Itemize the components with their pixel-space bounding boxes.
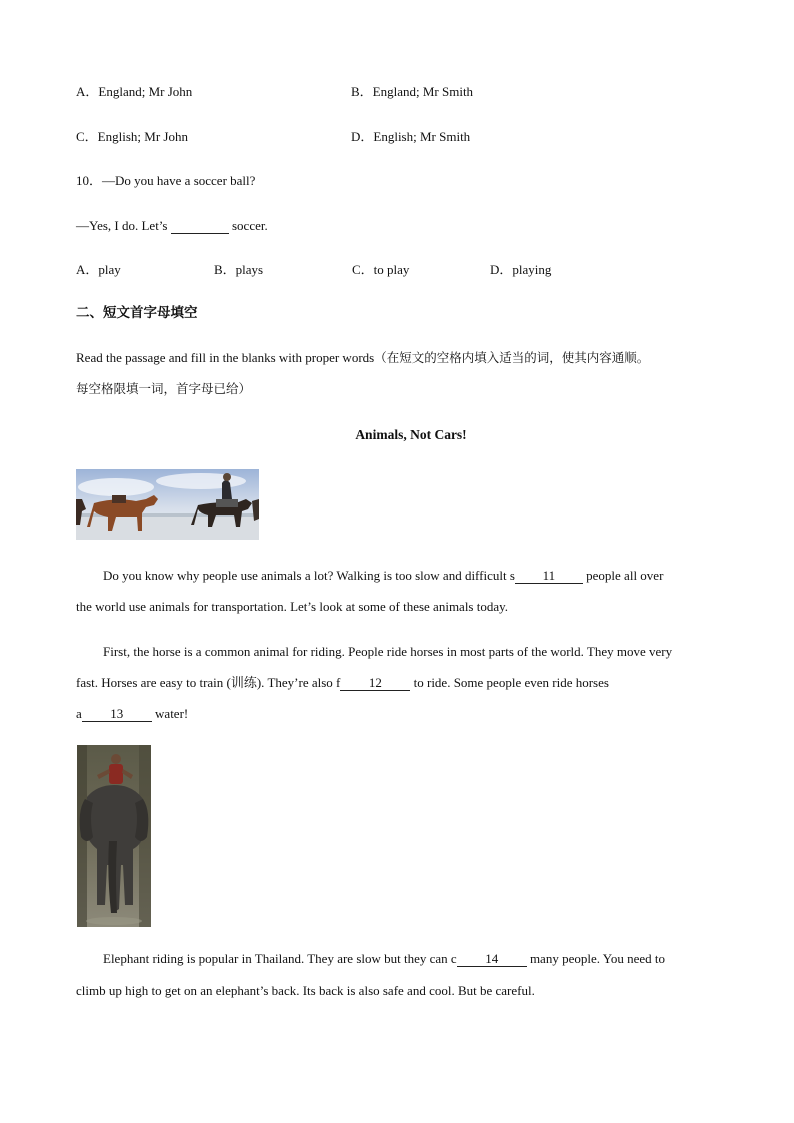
p2-line-3-after: water!	[151, 706, 189, 721]
p3-line-1-after: many people. You need to	[526, 951, 665, 966]
p2-line-2	[76, 676, 609, 691]
horses-photo	[76, 469, 259, 540]
p1-line-2: the world use animals for transportation. Let’s look at some of these animals today.	[76, 599, 509, 614]
p3-line-2: climb up high to get on an elephant’s back. Its back is also safe and cool. But be careful.	[76, 983, 535, 998]
blank-14: 14	[457, 952, 527, 967]
section-heading: 二、短文首字母填空	[76, 305, 198, 321]
q10-question: 10．—Do you have a soccer ball?	[76, 173, 256, 188]
q10-blank	[171, 219, 229, 234]
q9-option-d: D．English; Mr Smith	[351, 129, 471, 144]
q10-answer-line	[76, 219, 268, 234]
p2-line-2-after: to ride. Some people even ride horses	[410, 675, 609, 690]
q10-answer-after: soccer.	[228, 218, 268, 233]
p2-line-1: First, the horse is a common animal for riding. People ride horses in most parts of the world. They move very	[103, 644, 673, 659]
instruction-en: Read the passage and fill in the blanks with proper words	[76, 350, 375, 365]
p2-line-3-before: a	[76, 706, 82, 721]
blank-11: 11	[515, 569, 583, 584]
p2-line-2-before: fast. Horses are easy to train (训练). They’re also f	[76, 675, 341, 690]
p3-line-1-before: Elephant riding is popular in Thailand. They are slow but they can c	[103, 951, 457, 966]
p1-line-1	[103, 569, 663, 584]
passage-title: Animals, Not Cars!	[355, 427, 467, 442]
p1-line-1-after: people all over	[582, 568, 664, 583]
blank-12: 12	[340, 676, 410, 691]
q10-option-d: D．playing	[490, 262, 552, 277]
q9-option-b: B．England; Mr Smith	[351, 84, 474, 99]
instruction-line-2: 每空格限填一词，首字母已给）	[76, 381, 252, 396]
instruction-line-1	[76, 351, 649, 365]
blank-13: 13	[82, 707, 152, 722]
q10-option-c: C．to play	[352, 262, 410, 277]
q10-option-b: B．plays	[214, 262, 264, 277]
elephant-photo	[77, 745, 151, 927]
q9-option-a: A．England; Mr John	[76, 84, 193, 99]
p1-line-1-before: Do you know why people use animals a lot? Walking is too slow and difficult s	[103, 568, 515, 583]
instruction-cn-1: （在短文的空格内填入适当的词，使其内容通顺。	[374, 350, 650, 365]
q9-option-c: C．English; Mr John	[76, 129, 188, 144]
q10-option-a: A．play	[76, 262, 121, 277]
p2-line-3	[76, 707, 188, 722]
q10-answer-before: —Yes, I do. Let’s	[76, 218, 171, 233]
p3-line-1	[103, 952, 665, 967]
